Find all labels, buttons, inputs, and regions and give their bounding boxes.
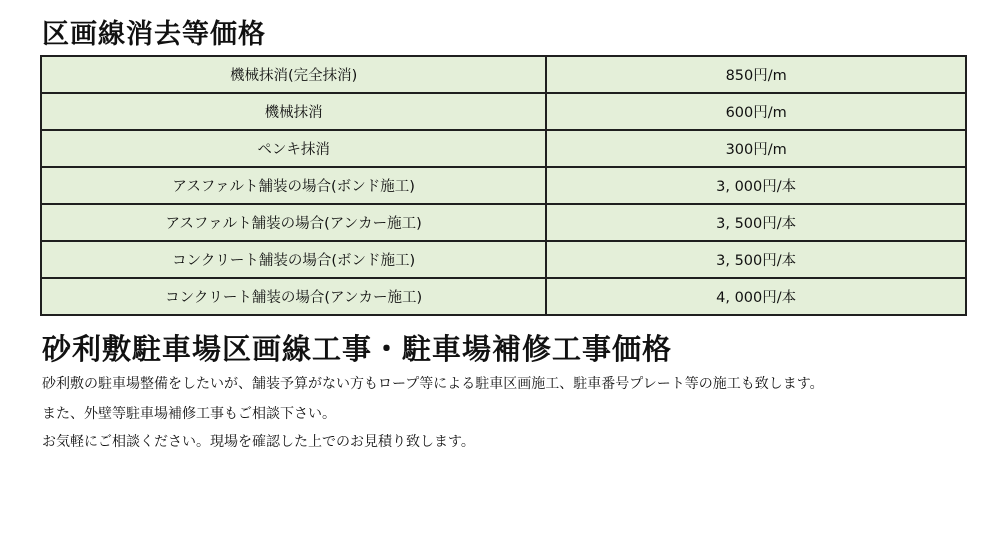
item-cell: コンクリート舗装の場合(アンカー施工) <box>41 278 546 315</box>
item-cell: ペンキ抹消 <box>41 130 546 167</box>
item-cell: 機械抹消 <box>41 93 546 130</box>
table-row <box>41 278 966 315</box>
description-line: お気軽にご相談ください。現場を確認した上でのお見積り致します。 <box>42 434 475 450</box>
item-cell: アスファルト舗装の場合(アンカー施工) <box>41 204 546 241</box>
table-row <box>41 130 966 167</box>
description-line: また、外壁等駐車場補修工事もご相談下さい。 <box>42 406 336 422</box>
price-cell: 4, 000円/本 <box>546 278 966 315</box>
table-row <box>41 204 966 241</box>
price-table <box>40 55 967 316</box>
table-row <box>41 241 966 278</box>
table-row <box>41 56 966 93</box>
section-title-gravel-parking: 砂利敷駐車場区画線工事・駐車場補修工事価格 <box>42 332 673 366</box>
description-line: 砂利敷の駐車場整備をしたいが、舗装予算がない方もロープ等による駐車区画施工、駐車番号プレート等の施工も致します。 <box>42 376 824 392</box>
section-title-line-removal: 区画線消去等価格 <box>42 19 266 50</box>
price-cell: 300円/m <box>546 130 966 167</box>
price-cell: 3, 500円/本 <box>546 204 966 241</box>
table-row <box>41 93 966 130</box>
price-cell: 850円/m <box>546 56 966 93</box>
item-cell: 機械抹消(完全抹消) <box>41 56 546 93</box>
item-cell: アスファルト舗装の場合(ボンド施工) <box>41 167 546 204</box>
price-cell: 3, 000円/本 <box>546 167 966 204</box>
table-row <box>41 167 966 204</box>
item-cell: コンクリート舗装の場合(ボンド施工) <box>41 241 546 278</box>
price-cell: 3, 500円/本 <box>546 241 966 278</box>
price-cell: 600円/m <box>546 93 966 130</box>
